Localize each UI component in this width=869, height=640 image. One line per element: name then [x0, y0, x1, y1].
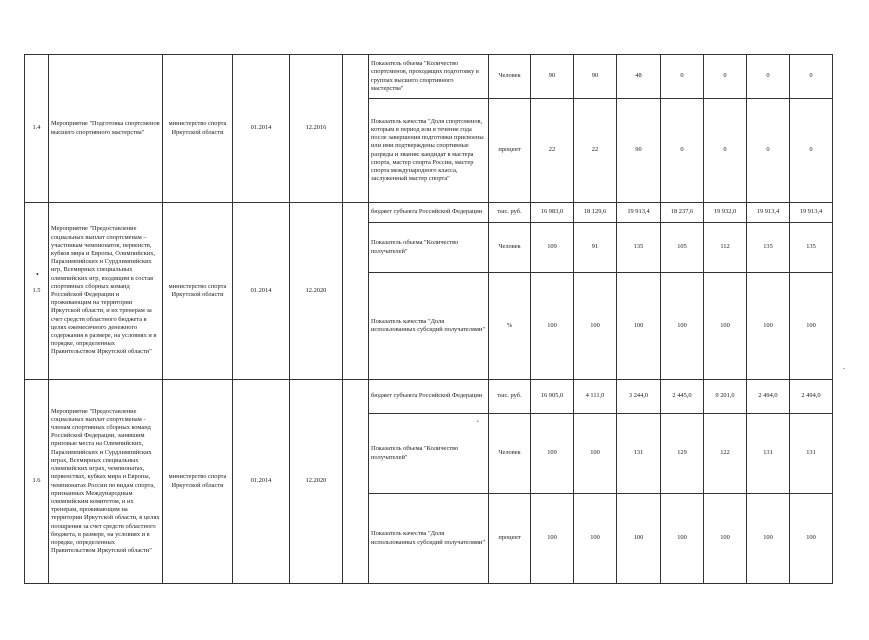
unit-cell: процент — [489, 99, 531, 203]
empty-cell — [343, 203, 369, 380]
value-cell: 22 — [531, 99, 574, 203]
responsible-org: министерство спорта Иркутской области — [163, 380, 233, 584]
value-cell: 48 — [617, 55, 661, 99]
value-cell: 0 — [790, 99, 833, 203]
value-cell: 100 — [574, 273, 617, 380]
value-cell: 129 — [661, 414, 704, 494]
value-cell: 90 — [617, 99, 661, 203]
item-number: 1.4 — [25, 55, 49, 203]
value-cell: 135 — [790, 223, 833, 273]
value-cell: 105 — [661, 223, 704, 273]
value-cell: 0 — [747, 99, 790, 203]
table-row — [25, 55, 833, 99]
value-cell: 100 — [574, 494, 617, 584]
indicator-text: Показатель качества "Доля использованных субсидий получателями" — [369, 273, 489, 380]
value-cell: 100 — [704, 273, 747, 380]
value-cell: 131 — [617, 414, 661, 494]
value-cell: 100 — [704, 494, 747, 584]
stray-mark: . — [843, 362, 845, 371]
value-cell: 112 — [704, 223, 747, 273]
value-cell: 100 — [747, 494, 790, 584]
value-cell: 2 494,0 — [747, 380, 790, 414]
unit-cell: % — [489, 273, 531, 380]
empty-cell — [343, 55, 369, 203]
value-cell: 0 — [661, 55, 704, 99]
value-cell: 100 — [617, 273, 661, 380]
indicator-text: Показатель объема "Количество получателей" — [369, 414, 489, 494]
value-cell: 131 — [747, 414, 790, 494]
indicator-text: Показатель объема "Количество спортсменов, проходящих подготовку в группах высшего спортивного мастерства" — [369, 55, 489, 99]
value-cell: 109 — [531, 223, 574, 273]
end-date: 12.2016 — [290, 55, 343, 203]
item-number: 1.6 — [25, 380, 49, 584]
stray-mark: • — [477, 420, 479, 425]
end-date: 12.2020 — [290, 203, 343, 380]
value-cell: 4 111,0 — [574, 380, 617, 414]
value-cell: 100 — [661, 494, 704, 584]
end-date: 12.2020 — [290, 380, 343, 584]
value-cell: 22 — [574, 99, 617, 203]
value-cell: 91 — [574, 223, 617, 273]
measure-name: Мероприятие "Предоставление социальных выплат спортсменам - членам спортивных сборных команд Российской Федерации, занявшим призовые места на Олимпийских, Паралимпийских и Сурдлимпийских играх, Всемирных специальных олимпийских играх, чемпионатах, первенствах, кубках мира и Европы, чемпионатах России по видам спорта, признанных Международным олимпийским комитетом, и их тренерам, проживающим на территории Иркутской области, в целях поощрения за счет средств областного бюджета, в размере, на условиях и в порядке, определенных Правительством Иркутской области" — [49, 380, 163, 584]
value-cell: 9 201,0 — [704, 380, 747, 414]
start-date: 01.2014 — [233, 380, 290, 584]
value-cell: 109 — [531, 414, 574, 494]
empty-cell — [343, 380, 369, 584]
value-cell: 18 237,6 — [661, 203, 704, 223]
value-cell: 90 — [574, 55, 617, 99]
unit-cell: тыс. руб. — [489, 203, 531, 223]
value-cell: 2 445,0 — [661, 380, 704, 414]
unit-cell: Человек — [489, 414, 531, 494]
value-cell: 0 — [661, 99, 704, 203]
value-cell: 19 932,0 — [704, 203, 747, 223]
table-row — [25, 380, 833, 414]
table-row — [25, 203, 833, 223]
measure-name: Мероприятие "Предоставление социальных выплат спортсменам – участникам чемпионатов, первенств, кубков мира и Европы, Олимпийских, Паралимпийских и Сурдлимпийских игр, Всемирных специальных олимпийских игр, входящим в состав спортивных сборных команд Российской Федерации и проживающим на территории Иркутской области, и их тренерам за счет средств областного бюджета в целях ежемесячного денежного содержания в размере, на условиях и в порядке, определенных Правительством Иркутской области" — [49, 203, 163, 380]
unit-cell: процент — [489, 494, 531, 584]
stray-mark: • — [36, 270, 39, 279]
value-cell: 3 244,0 — [617, 380, 661, 414]
value-cell: 0 — [704, 99, 747, 203]
responsible-org: министерство спорта Иркутской области — [163, 55, 233, 203]
value-cell: 122 — [704, 414, 747, 494]
indicator-text: бюджет субъекта Российской Федерации — [369, 203, 489, 223]
value-cell: 16 983,0 — [531, 203, 574, 223]
value-cell: 100 — [790, 273, 833, 380]
unit-cell: тыс. руб. — [489, 380, 531, 414]
value-cell: 0 — [790, 55, 833, 99]
value-cell: 16 905,0 — [531, 380, 574, 414]
indicator-text: Показатель качества "Доля спортсменов, которым в период или в течение года после завершения подготовки присвоены или ими подтверждены спортивные разряды и звания: кандидат в мастера спорта, мастер спорта России, мастер спорта международного класса, заслуженный мастер спорта" — [369, 99, 489, 203]
value-cell: 19 913,4 — [747, 203, 790, 223]
indicator-text: Показатель качества "Доля использованных субсидий получателями" — [369, 494, 489, 584]
start-date: 01.2014 — [233, 55, 290, 203]
value-cell: 135 — [617, 223, 661, 273]
value-cell: 100 — [531, 494, 574, 584]
value-cell: 100 — [617, 494, 661, 584]
value-cell: 0 — [747, 55, 790, 99]
item-number: 1.5 — [25, 203, 49, 380]
measure-name: Мероприятие "Подготовка спортсменов высшего спортивного мастерства" — [49, 55, 163, 203]
value-cell: 100 — [790, 494, 833, 584]
program-table — [24, 54, 833, 584]
indicator-text: Показатель объема "Количество получателей" — [369, 223, 489, 273]
value-cell: 100 — [661, 273, 704, 380]
value-cell: 2 494,0 — [790, 380, 833, 414]
value-cell: 19 913,4 — [617, 203, 661, 223]
responsible-org: министерство спорта Иркутской области — [163, 203, 233, 380]
value-cell: 90 — [531, 55, 574, 99]
value-cell: 18 129,6 — [574, 203, 617, 223]
value-cell: 135 — [747, 223, 790, 273]
value-cell: 100 — [574, 414, 617, 494]
value-cell: 0 — [704, 55, 747, 99]
unit-cell: Человек — [489, 55, 531, 99]
indicator-text: бюджет субъекта Российской Федерации — [369, 380, 489, 414]
value-cell: 100 — [531, 273, 574, 380]
value-cell: 131 — [790, 414, 833, 494]
unit-cell: Человек — [489, 223, 531, 273]
start-date: 01.2014 — [233, 203, 290, 380]
value-cell: 19 913,4 — [790, 203, 833, 223]
value-cell: 100 — [747, 273, 790, 380]
